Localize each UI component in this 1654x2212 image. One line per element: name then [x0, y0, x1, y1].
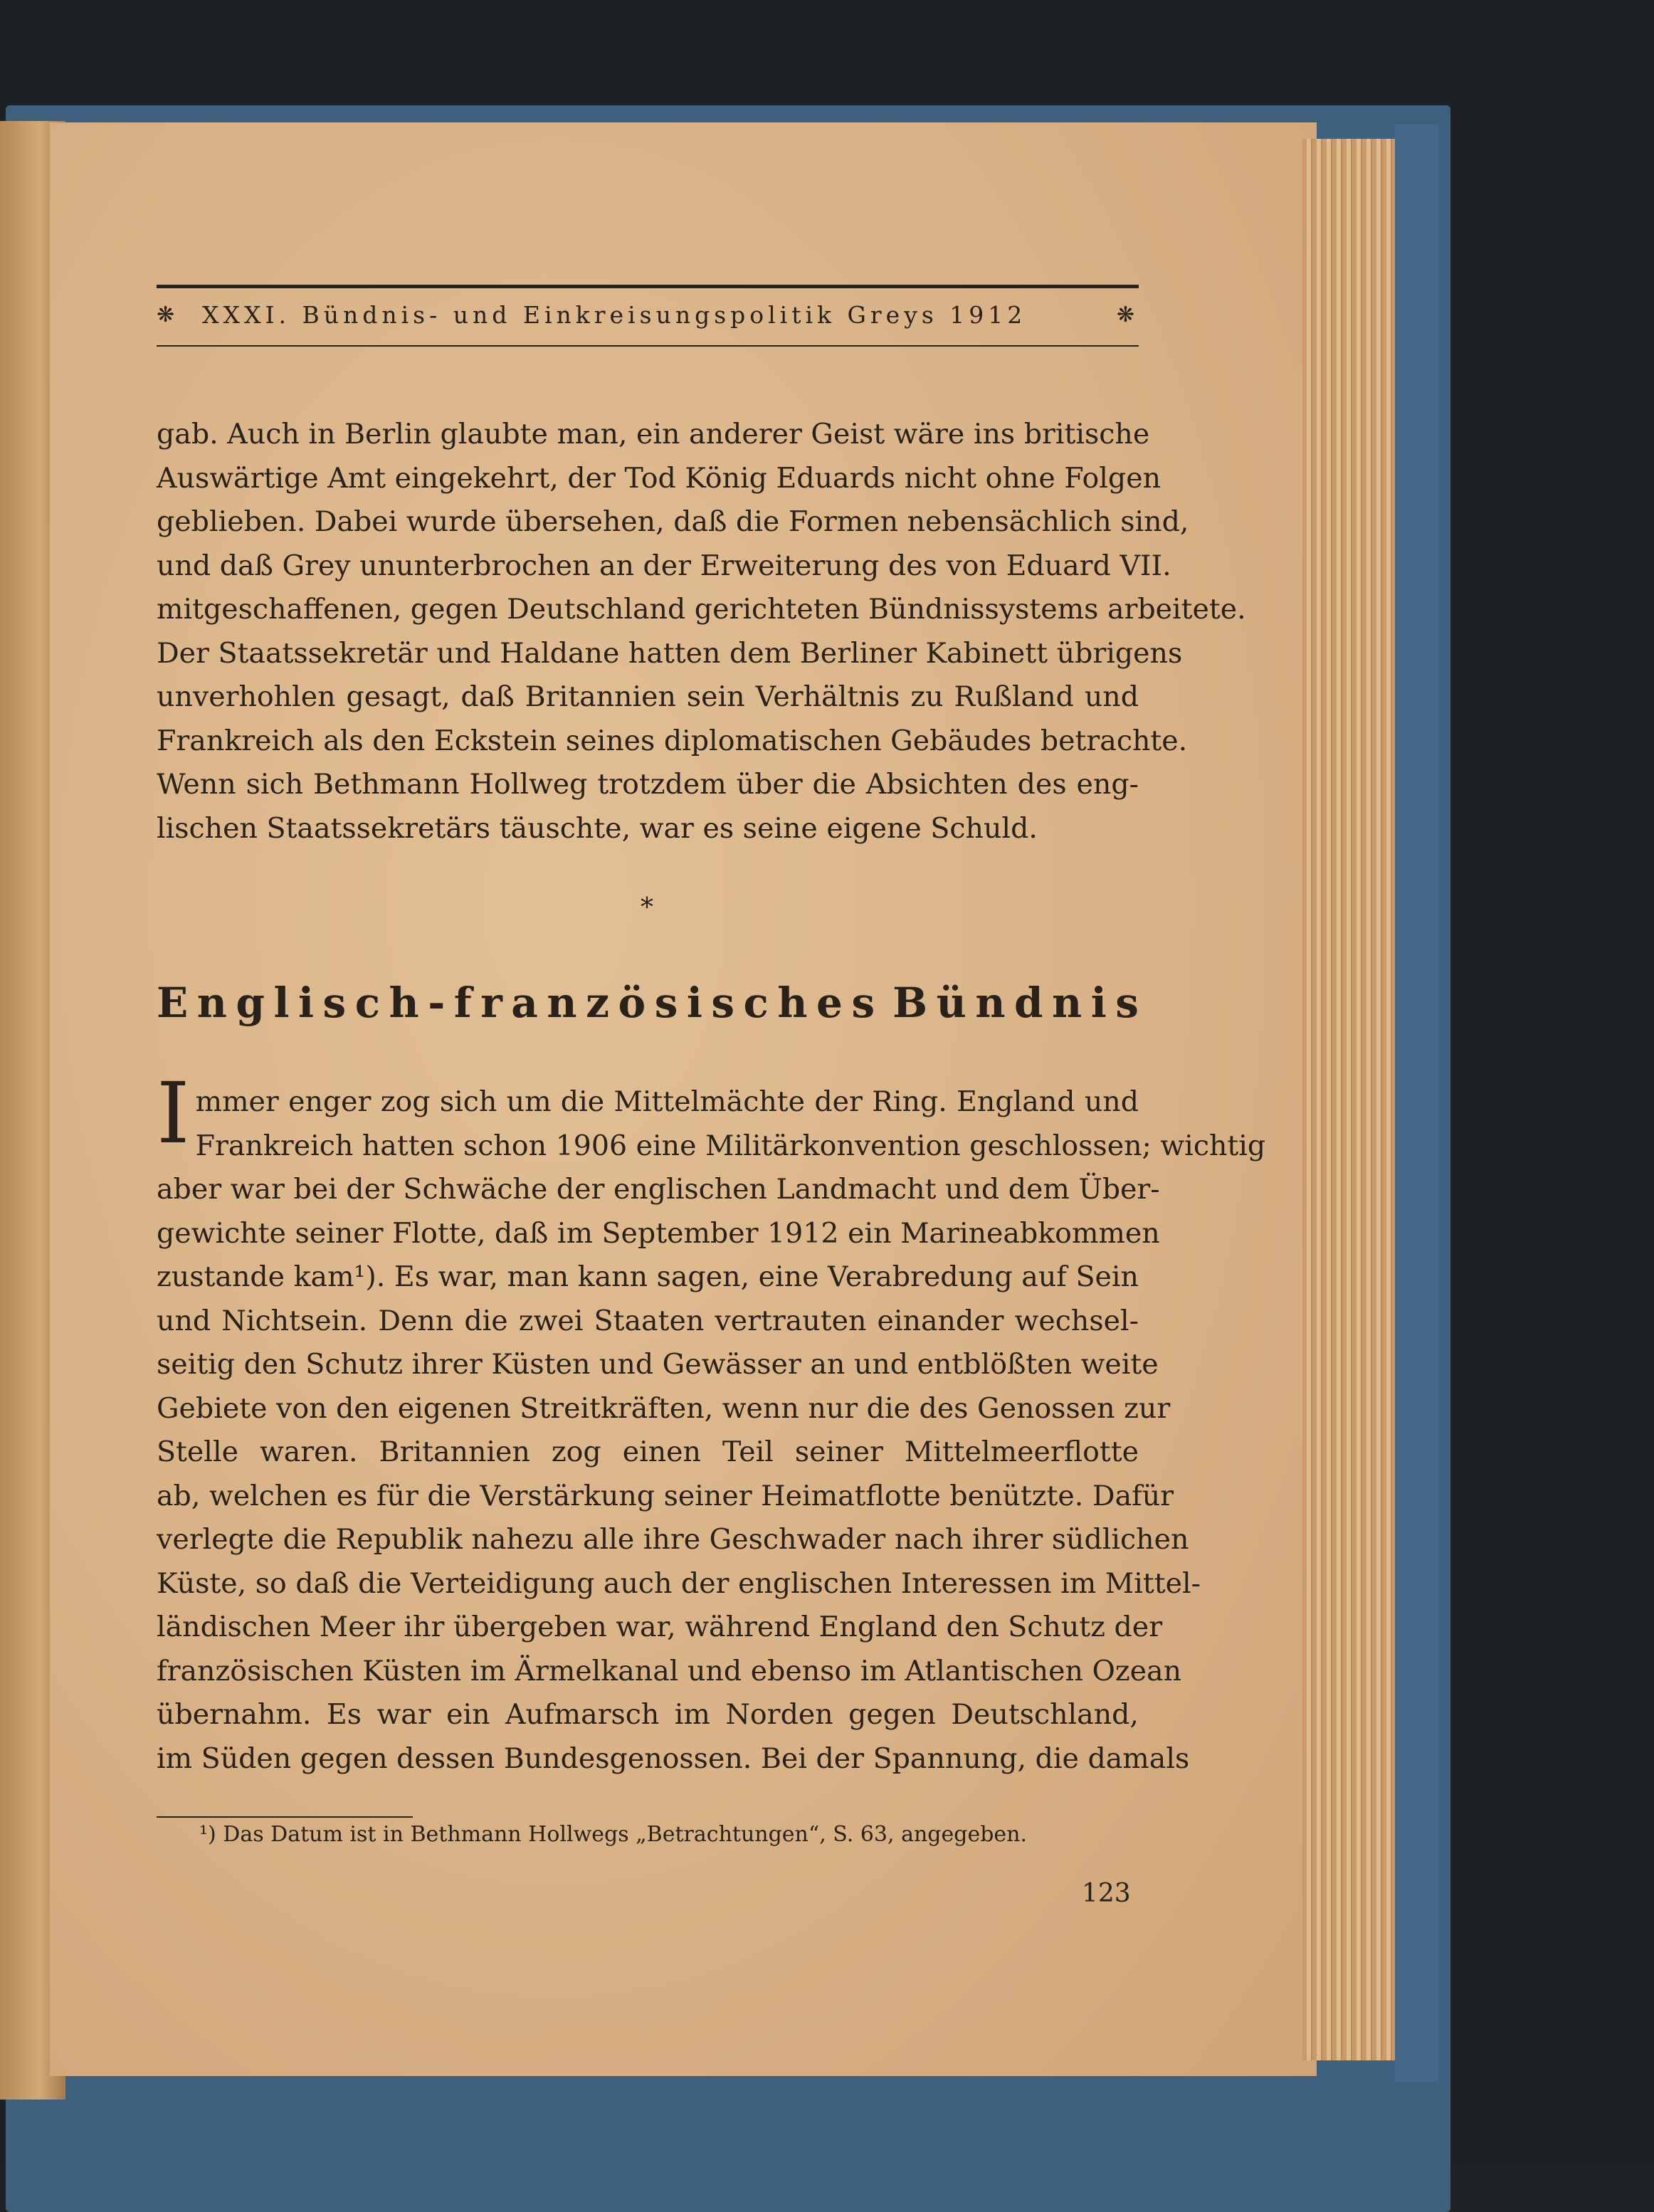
text-line: aber war bei der Schwäche der englischen Landmacht und dem Über-: [157, 1173, 1160, 1206]
page-number: 123: [1082, 1879, 1131, 1908]
section-title-letter: n: [547, 979, 577, 1027]
paragraph-2: [157, 1064, 1266, 1781]
text-line: Küste, so daß die Verteidigung auch der englischen Interessen im Mittel-: [157, 1566, 1201, 1600]
text-line: unverhohlen gesagt, daß Britannien sein Verhältnis zu Rußland und: [157, 680, 1139, 713]
section-title-letter: s: [711, 979, 735, 1027]
footnote: ¹) Das Datum ist in Bethmann Hollwegs „Betrachtungen“, S. 63, angegeben.: [199, 1822, 1028, 1847]
section-title-letter: n: [1052, 979, 1083, 1027]
section-title-letter: h: [389, 979, 419, 1027]
text-line: Frankreich als den Eckstein seines diplomatischen Gebäudes betrachte.: [157, 724, 1188, 757]
section-title-letter: s: [1115, 979, 1139, 1027]
section-title-letter: h: [777, 979, 808, 1027]
text-line: Gebiete von den eigenen Streitkräften, wenn nur die des Genossen zur: [157, 1391, 1171, 1425]
text-line: ländischen Meer ihr übergeben war, während England den Schutz der: [157, 1611, 1163, 1643]
section-title-letter: i: [686, 979, 702, 1027]
drop-cap: I: [157, 1064, 190, 1162]
text-line: lischen Staatssekretärs täuschte, war es seine eigene Schuld.: [157, 811, 1038, 845]
cover-edge: [1395, 125, 1439, 2082]
section-title-letter: c: [743, 979, 769, 1027]
text-line: Der Staatssekretär und Haldane hatten dem Berliner Kabinett übrigens: [157, 636, 1183, 670]
text-line: im Süden gegen dessen Bundesgenossen. Bei der Spannung, die damals: [157, 1742, 1190, 1775]
section-title: [157, 979, 1139, 1027]
text-line: mmer enger zog sich um die Mittelmächte der Ring. England und: [195, 1085, 1139, 1118]
text-line: Frankreich hatten schon 1906 eine Militärkonvention geschlossen; wichtig: [195, 1129, 1266, 1162]
section-title-letter: s: [322, 979, 347, 1027]
section-title-letter: s: [851, 979, 875, 1027]
section-title-letter: ü: [936, 979, 966, 1027]
page-stack-edges: [1302, 139, 1395, 2060]
footnote-rule: [157, 1816, 413, 1818]
section-title-letter: i: [298, 979, 315, 1027]
text-line: ab, welchen es für die Verstärkung seiner Heimatflotte benützte. Dafür: [157, 1479, 1174, 1512]
section-title-letter: d: [1013, 979, 1043, 1027]
section-title-letter: r: [480, 979, 502, 1027]
text-line: Auswärtige Amt eingekehrt, der Tod König Eduards nicht ohne Folgen: [157, 461, 1162, 495]
text-line: mitgeschaffenen, gegen Deutschland gerichteten Bündnissystems arbeitete.: [157, 593, 1246, 626]
running-header: [157, 288, 1139, 345]
section-title-letter: f: [453, 979, 472, 1027]
section-title-letter: n: [975, 979, 1006, 1027]
paragraph-1: [157, 413, 1246, 850]
section-title-letter: E: [157, 979, 189, 1027]
text-line: übernahm. Es war ein Aufmarsch im Norden gegen Deutschland,: [157, 1698, 1139, 1731]
section-title-letter: e: [816, 979, 843, 1027]
text-line: verlegte die Republik nahezu alle ihre Geschwader nach ihrer südlichen: [157, 1523, 1189, 1556]
section-title-letter: s: [654, 979, 678, 1027]
header-rule-bottom: [157, 345, 1139, 347]
section-title-letter: -: [428, 979, 446, 1027]
text-line: Wenn sich Bethmann Hollweg trotzdem über die Absichten des eng-: [157, 768, 1139, 801]
section-separator: *: [641, 893, 653, 922]
text-line: französischen Küsten im Ärmelkanal und ebenso im Atlantischen Ozean: [157, 1654, 1182, 1687]
section-title-letter: g: [236, 979, 265, 1027]
section-title-letter: z: [586, 979, 609, 1027]
text-line: gewichte seiner Flotte, daß im September 1912 ein Marineabkommen: [157, 1216, 1160, 1250]
text-line: zustande kam¹). Es war, man kann sagen, eine Verabredung auf Sein: [157, 1260, 1139, 1293]
section-title-letter: B: [892, 979, 928, 1027]
section-title-letter: ö: [618, 979, 646, 1027]
text-line: Stelle waren. Britannien zog einen Teil seiner Mittelmeerflotte: [157, 1436, 1139, 1468]
page-content: [157, 285, 1266, 1908]
text-line: und daß Grey ununterbrochen an der Erweiterung des von Eduard VII.: [157, 549, 1171, 582]
section-title-letter: l: [273, 979, 290, 1027]
ornament-left-icon: ❋: [157, 302, 179, 327]
section-title-letter: n: [196, 979, 227, 1027]
text-line: und Nichtsein. Denn die zwei Staaten vertrauten einander wechsel-: [157, 1304, 1139, 1337]
text-line: gab. Auch in Berlin glaubte man, ein anderer Geist wäre ins britische: [157, 418, 1150, 451]
section-title-letter: c: [354, 979, 381, 1027]
section-title-letter: i: [1090, 979, 1107, 1027]
text-line: geblieben. Dabei wurde übersehen, daß die Formen nebensächlich sind,: [157, 505, 1189, 538]
section-title-letter: a: [511, 979, 538, 1027]
header-title: XXXI. Bündnis- und Einkreisungspolitik Greys 1912: [202, 301, 1027, 329]
text-line: seitig den Schutz ihrer Küsten und Gewässer an und entblößten weite: [157, 1348, 1159, 1381]
ornament-right-icon: ❋: [1116, 302, 1139, 327]
